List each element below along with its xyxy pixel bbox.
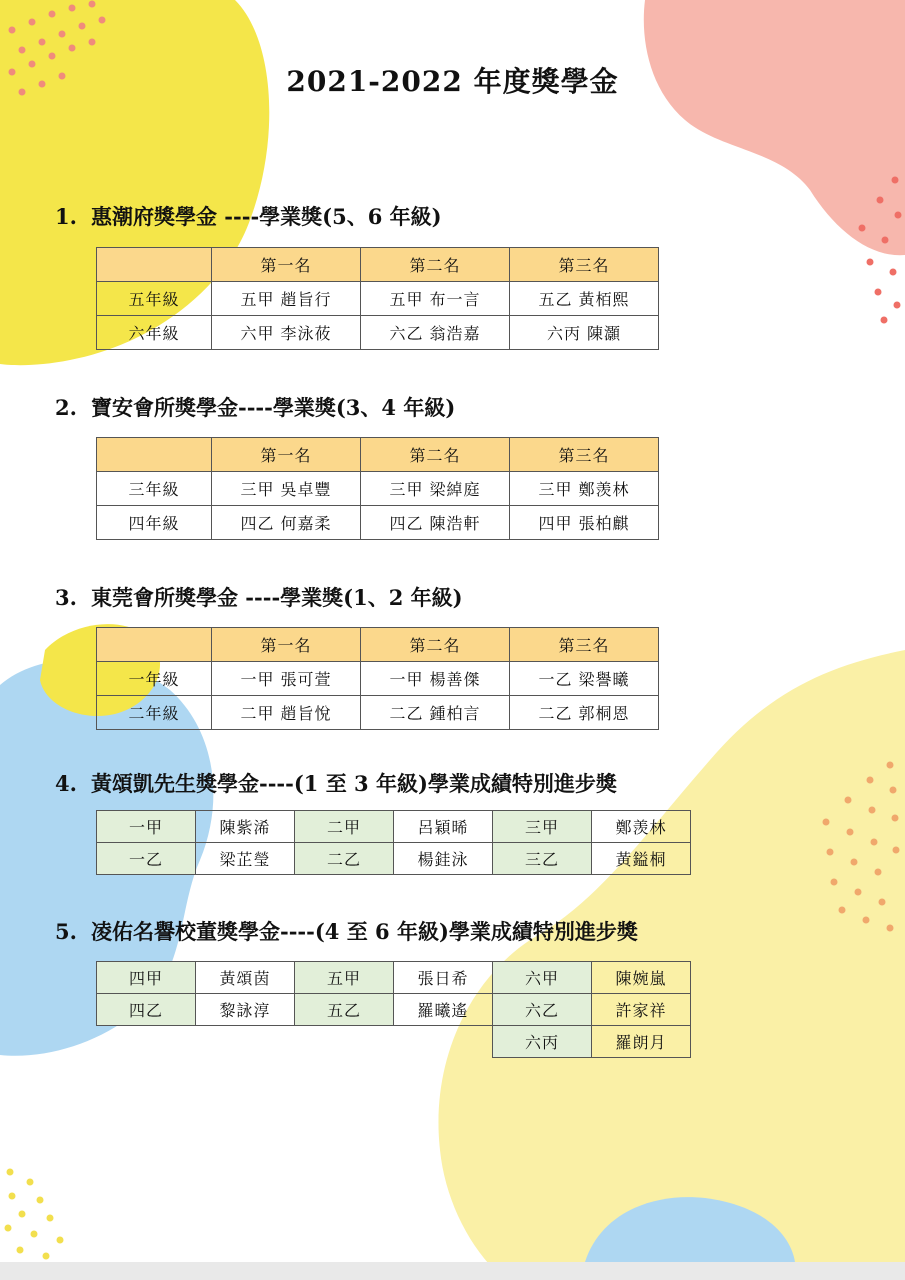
grade-cell: 五年級 bbox=[97, 282, 212, 316]
scholarship-table-2 bbox=[96, 437, 659, 540]
section-heading-2 bbox=[55, 392, 455, 422]
class-cell: 一甲 bbox=[97, 811, 196, 843]
table-row bbox=[97, 811, 691, 843]
table-header-row bbox=[97, 438, 659, 472]
class-cell: 三乙 bbox=[493, 843, 592, 875]
section-number: 3. bbox=[55, 585, 77, 610]
winner-cell: 六乙 翁浩嘉 bbox=[361, 316, 510, 350]
table-row bbox=[97, 662, 659, 696]
grade-cell: 一年級 bbox=[97, 662, 212, 696]
section-title: 黃頌凱先生獎學金----(1 至 3 年級)學業成績特別進步獎 bbox=[91, 771, 617, 796]
section-number: 1. bbox=[55, 204, 77, 229]
student-cell: 張日希 bbox=[394, 962, 493, 994]
section-heading-3 bbox=[55, 582, 463, 612]
student-cell: 陳紫浠 bbox=[196, 811, 295, 843]
class-cell: 六乙 bbox=[493, 994, 592, 1026]
grade-cell: 四年級 bbox=[97, 506, 212, 540]
section-number: 2. bbox=[55, 395, 77, 420]
bottom-bar bbox=[0, 1262, 905, 1280]
grade-cell: 二年級 bbox=[97, 696, 212, 730]
section-title: 東莞會所獎學金 ----學業獎(1、2 年級) bbox=[91, 585, 463, 610]
section-title: 寶安會所獎學金----學業獎(3、4 年級) bbox=[91, 395, 456, 420]
empty-cell bbox=[97, 1026, 196, 1058]
winner-cell: 二乙 鍾柏言 bbox=[361, 696, 510, 730]
winner-cell: 一乙 梁譽曦 bbox=[510, 662, 659, 696]
class-cell: 二甲 bbox=[295, 811, 394, 843]
table-row bbox=[97, 1026, 691, 1058]
winner-cell: 五甲 趙旨行 bbox=[212, 282, 361, 316]
class-cell: 一乙 bbox=[97, 843, 196, 875]
winner-cell: 二乙 郭桐恩 bbox=[510, 696, 659, 730]
section-title: 惠潮府獎學金 ----學業獎(5、6 年級) bbox=[91, 204, 442, 229]
progress-award-table-4 bbox=[96, 810, 691, 875]
section-heading-4 bbox=[55, 768, 617, 798]
winner-cell: 三甲 鄭羡林 bbox=[510, 472, 659, 506]
table-row bbox=[97, 994, 691, 1026]
section-heading-5 bbox=[55, 916, 638, 946]
grade-cell: 三年級 bbox=[97, 472, 212, 506]
winner-cell: 三甲 吳卓豐 bbox=[212, 472, 361, 506]
winner-cell: 六丙 陳灝 bbox=[510, 316, 659, 350]
class-cell: 六丙 bbox=[493, 1026, 592, 1058]
header-cell: 第一名 bbox=[212, 628, 361, 662]
winner-cell: 四乙 陳浩軒 bbox=[361, 506, 510, 540]
winner-cell: 四乙 何嘉柔 bbox=[212, 506, 361, 540]
student-cell: 鄭羡林 bbox=[592, 811, 691, 843]
header-cell bbox=[97, 438, 212, 472]
empty-cell bbox=[196, 1026, 295, 1058]
table-row bbox=[97, 962, 691, 994]
winner-cell: 一甲 楊善傑 bbox=[361, 662, 510, 696]
class-cell: 三甲 bbox=[493, 811, 592, 843]
student-cell: 黃頌茵 bbox=[196, 962, 295, 994]
empty-cell bbox=[394, 1026, 493, 1058]
student-cell: 許家祥 bbox=[592, 994, 691, 1026]
section-heading-1 bbox=[55, 201, 442, 231]
student-cell: 梁芷瑩 bbox=[196, 843, 295, 875]
table-header-row bbox=[97, 628, 659, 662]
class-cell: 五乙 bbox=[295, 994, 394, 1026]
header-cell: 第二名 bbox=[361, 438, 510, 472]
winner-cell: 六甲 李泳莜 bbox=[212, 316, 361, 350]
table-row bbox=[97, 282, 659, 316]
header-cell: 第三名 bbox=[510, 438, 659, 472]
page-title: 2021-2022 年度獎學金 bbox=[286, 65, 619, 98]
section-title: 凌佑名譽校董獎學金----(4 至 6 年級)學業成績特別進步獎 bbox=[91, 919, 638, 944]
header-cell bbox=[97, 248, 212, 282]
header-cell: 第三名 bbox=[510, 248, 659, 282]
header-cell: 第一名 bbox=[212, 248, 361, 282]
table-row bbox=[97, 843, 691, 875]
header-cell: 第二名 bbox=[361, 628, 510, 662]
progress-award-table-5 bbox=[96, 961, 691, 1058]
student-cell: 羅朗月 bbox=[592, 1026, 691, 1058]
winner-cell: 二甲 趙旨悅 bbox=[212, 696, 361, 730]
table-row bbox=[97, 472, 659, 506]
header-cell: 第一名 bbox=[212, 438, 361, 472]
class-cell: 四乙 bbox=[97, 994, 196, 1026]
winner-cell: 五甲 布一言 bbox=[361, 282, 510, 316]
winner-cell: 一甲 張可萱 bbox=[212, 662, 361, 696]
section-number: 5. bbox=[55, 919, 77, 944]
header-cell: 第二名 bbox=[361, 248, 510, 282]
scholarship-table-3 bbox=[96, 627, 659, 730]
class-cell: 四甲 bbox=[97, 962, 196, 994]
student-cell: 楊銈泳 bbox=[394, 843, 493, 875]
class-cell: 二乙 bbox=[295, 843, 394, 875]
winner-cell: 五乙 黃栢熙 bbox=[510, 282, 659, 316]
grade-cell: 六年級 bbox=[97, 316, 212, 350]
section-number: 4. bbox=[55, 771, 77, 796]
header-cell: 第三名 bbox=[510, 628, 659, 662]
table-row bbox=[97, 316, 659, 350]
class-cell: 六甲 bbox=[493, 962, 592, 994]
student-cell: 呂穎晞 bbox=[394, 811, 493, 843]
class-cell: 五甲 bbox=[295, 962, 394, 994]
winner-cell: 四甲 張柏麒 bbox=[510, 506, 659, 540]
empty-cell bbox=[295, 1026, 394, 1058]
student-cell: 陳婉嵐 bbox=[592, 962, 691, 994]
student-cell: 羅曦遙 bbox=[394, 994, 493, 1026]
table-row bbox=[97, 696, 659, 730]
table-row bbox=[97, 506, 659, 540]
winner-cell: 三甲 梁綽庭 bbox=[361, 472, 510, 506]
scholarship-table-1 bbox=[96, 247, 659, 350]
header-cell bbox=[97, 628, 212, 662]
table-header-row bbox=[97, 248, 659, 282]
student-cell: 黃鎰桐 bbox=[592, 843, 691, 875]
student-cell: 黎詠淳 bbox=[196, 994, 295, 1026]
